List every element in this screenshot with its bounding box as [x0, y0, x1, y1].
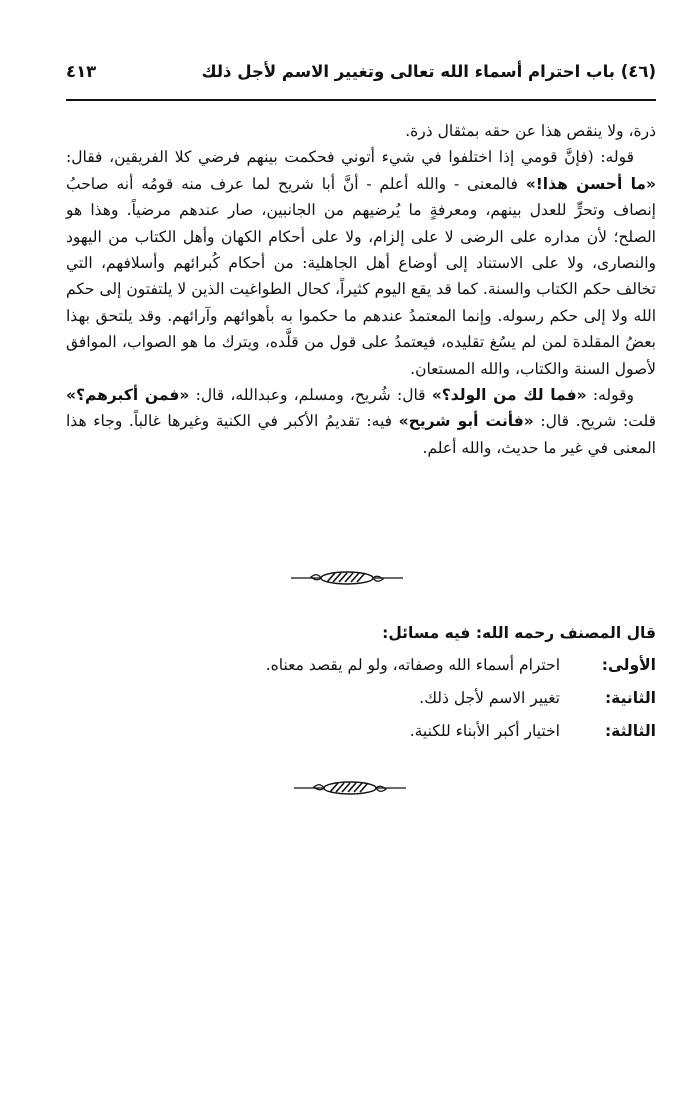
hadith-quote: «فأنت أبو شريح»	[398, 412, 534, 431]
paragraph-3-text: وقوله:	[586, 386, 634, 405]
header-divider	[66, 99, 656, 101]
paragraph-3-text: قلت: شريح. قال:	[533, 412, 656, 431]
issue-text: اختيار أكبر الأبناء للكنية.	[409, 721, 560, 740]
paragraph-1-text: ذرة، ولا ينقص هذا عن حقه بمثقال ذرة.	[405, 122, 656, 140]
paragraph-2-text: فالمعنى - والله أعلم - أنَّ أبا شريح لما عرف منه قومُه أنه صاحبُ إنصاف وتحرٍّ للعدل بينهم، ومعرفةٍ ما يُرضيهم من الجانبين، صار عندهم مرضياً. وهذا هو الصلح؛ لأن مداره على الرضى لا على إلزام، ولا على أحكام الكهان وأهل الكتاب من اليهود والنصارى، ولا على الاستناد إلى أوضاع أهل الجاهلية: من أحكام كُبرائهم وأسلافهم، التي تخالف حكم الكتاب والسنة. كما قد يقع اليوم كثيراً، كحال الطواغيت الذين لا يلتفتون إلى حكم الله ولا إلى حكم رسوله. وإنما المعتمدُ عندهم ما حكموا به بأهوائهم وآرائهم. وقد يلتحق بهذا بعضُ المقلدة لمن لم يسُغ تقليده، فيعتمدُ على قول من قلَّده، ويترك ما هو الصواب، الموافق لأصول السنة والكتاب، والله المستعان.	[66, 174, 656, 378]
issue-text: احترام أسماء الله وصفاته، ولو لم يقصد معناه.	[265, 655, 560, 674]
issue-item	[66, 681, 656, 714]
chapter-title: (٤٦) باب احترام أسماء الله تعالى وتغيير الاسم لأجل ذلك	[201, 62, 656, 81]
paragraph-3-text: قال: شُريح، ومسلم، وعبدالله، قال:	[189, 386, 432, 405]
paragraph-2	[66, 144, 656, 382]
paragraph-3	[66, 382, 656, 461]
issue-item	[66, 714, 656, 747]
issue-label: الثالثة:	[604, 721, 656, 740]
commentary-body	[66, 118, 656, 461]
section-ornament	[290, 778, 410, 798]
issue-label: الثانية:	[604, 688, 656, 707]
hadith-quote: «ما أحسن هذا!»	[525, 174, 656, 193]
issue-label: الأولى:	[601, 655, 656, 674]
paragraph-1	[66, 118, 656, 144]
paragraph-2-text: قوله: (فإنَّ قومي إذا اختلفوا في شيء أتوني فحكمت بينهم فرضي كلا الفريقين، فقال:	[66, 148, 634, 167]
issues-heading: قال المصنف رحمه الله: فيه مسائل:	[382, 624, 656, 642]
issue-text: تغيير الاسم لأجل ذلك.	[419, 688, 560, 707]
section-ornament	[287, 568, 407, 588]
hadith-quote: «فمن أكبرهم؟»	[66, 386, 190, 405]
issue-item	[66, 648, 656, 681]
hadith-quote: «فما لك من الولد؟»	[431, 386, 587, 405]
page-header	[66, 62, 656, 92]
paragraph-3-text: فيه: تقديمُ الأكبر في الكنية وغيرها غالباً. وجاء هذا المعنى في غير ما حديث، والله أعلم.	[66, 412, 656, 457]
issues-section	[66, 624, 656, 747]
page-number: ٤١٣	[66, 62, 97, 81]
